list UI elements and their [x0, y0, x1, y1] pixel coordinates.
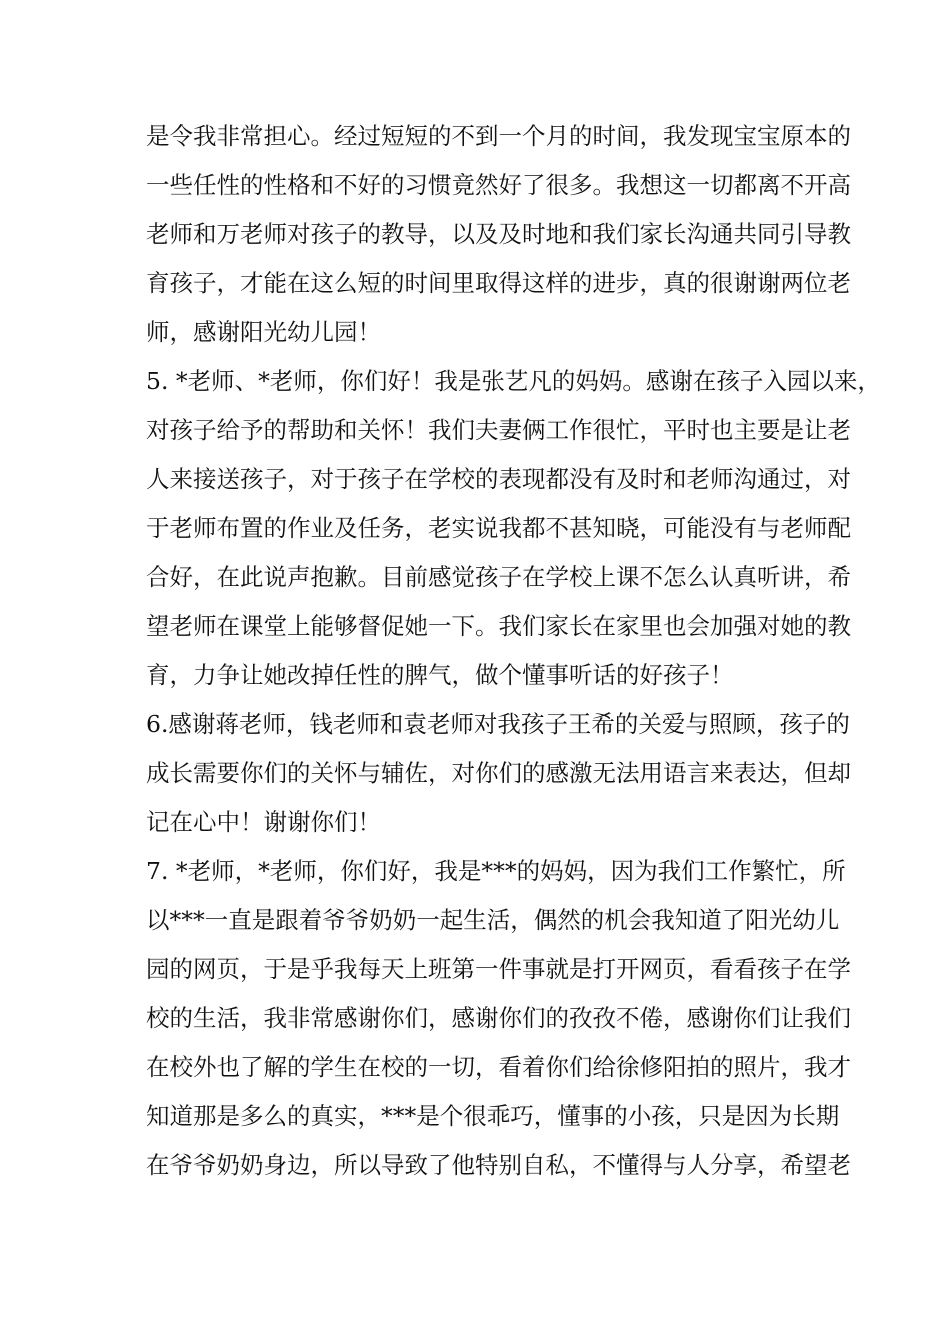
- text-line: 在爷爷奶奶身边，所以导致了他特别自私，不懂得与人分享，希望老: [146, 1151, 851, 1179]
- text-line: 对孩子给予的帮助和关怀！我们夫妻俩工作很忙，平时也主要是让老: [146, 416, 851, 444]
- text-line: 成长需要你们的关怀与辅佐，对你们的感激无法用语言来表达，但却: [146, 759, 851, 787]
- text-line: 在校外也了解的学生在校的一切，看着你们给徐修阳拍的照片，我才: [146, 1053, 851, 1081]
- text-line: 于老师布置的作业及任务，老实说我都不甚知晓，可能没有与老师配: [146, 514, 851, 542]
- text-line: 知道那是多么的真实，***是个很乖巧，懂事的小孩，只是因为长期: [146, 1102, 840, 1130]
- text-line: 6.感谢蒋老师，钱老师和袁老师对我孩子王希的关爱与照顾，孩子的: [146, 710, 850, 738]
- text-line: 人来接送孩子，对于孩子在学校的表现都没有及时和老师沟通过，对: [146, 465, 851, 493]
- text-line: 是令我非常担心。经过短短的不到一个月的时间，我发现宝宝原本的: [146, 122, 851, 150]
- text-line: 7. *老师，*老师，你们好，我是***的妈妈，因为我们工作繁忙，所: [146, 857, 846, 885]
- text-line: 以***一直是跟着爷爷奶奶一起生活，偶然的机会我知道了阳光幼儿: [146, 906, 840, 934]
- text-line: 育孩子，才能在这么短的时间里取得这样的进步，真的很谢谢两位老: [146, 269, 851, 297]
- text-line: 记在心中！谢谢你们！: [146, 808, 381, 836]
- text-line: 一些任性的性格和不好的习惯竟然好了很多。我想这一切都离不开高: [146, 171, 851, 199]
- text-line: 望老师在课堂上能够督促她一下。我们家长在家里也会加强对她的教: [146, 612, 851, 640]
- text-line: 5. *老师、*老师，你们好！我是张艺凡的妈妈。感谢在孩子入园以来，: [146, 367, 881, 395]
- text-line: 老师和万老师对孩子的教导，以及及时地和我们家长沟通共同引导教: [146, 220, 851, 248]
- text-line: 育，力争让她改掉任性的脾气，做个懂事听话的好孩子！: [146, 661, 734, 689]
- document-body: [146, 112, 881, 1190]
- text-line: 校的生活，我非常感谢你们，感谢你们的孜孜不倦，感谢你们让我们: [146, 1004, 851, 1032]
- text-line: 合好，在此说声抱歉。目前感觉孩子在学校上课不怎么认真听讲，希: [146, 563, 851, 591]
- text-line: 园的网页，于是乎我每天上班第一件事就是打开网页，看看孩子在学: [146, 955, 851, 983]
- text-line: 师，感谢阳光幼儿园！: [146, 318, 381, 346]
